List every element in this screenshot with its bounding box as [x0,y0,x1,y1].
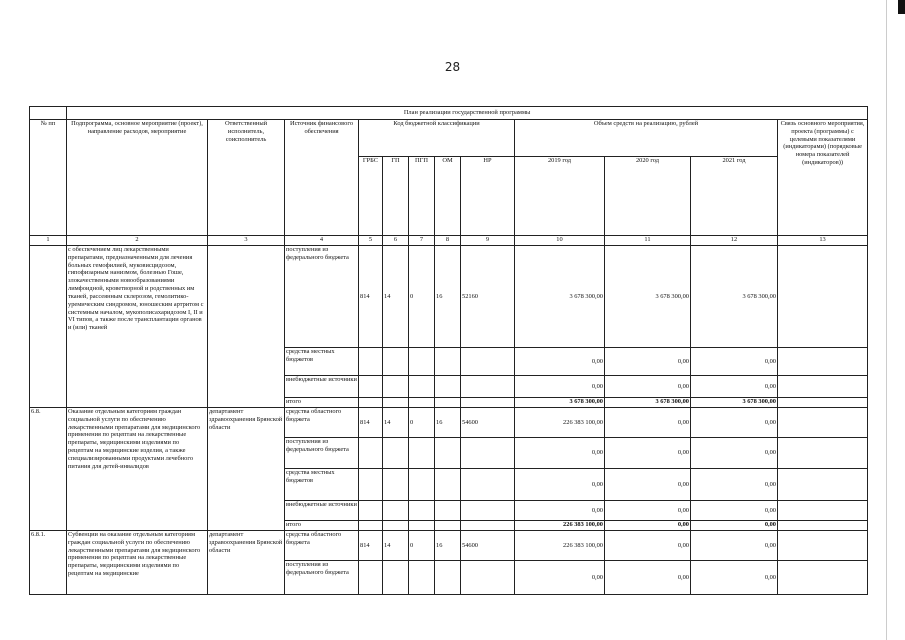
responsible-cell: департамент здравоохранения Брянской области [208,531,285,595]
total-label: итого [285,398,359,408]
header-gp: ГП [383,157,409,236]
amount-2021: 0,00 [691,376,778,398]
row-num-cell [30,246,67,408]
source-cell: средства областного бюджета [285,531,359,561]
amount-2020: 0,00 [605,408,691,438]
pgp-cell: 0 [409,408,435,438]
header-2020: 2020 год [605,157,691,236]
amount-2020: 0,00 [605,376,691,398]
indicator-link-cell [778,246,868,348]
gp-cell: 14 [383,531,409,561]
source-cell: средства местных бюджетов [285,348,359,376]
amount-2019: 0,00 [515,561,605,595]
amount-2019: 0,00 [515,438,605,469]
table-row [30,531,868,561]
total-label: итого [285,521,359,531]
source-cell: поступления из федерального бюджета [285,561,359,595]
column-number: 4 [285,236,359,246]
source-cell: средства местных бюджетов [285,469,359,501]
header-om: ОМ [435,157,461,236]
header-budget-code: Код бюджетной классификации [359,120,515,157]
total-2020: 0,00 [605,521,691,531]
amount-2020: 3 678 300,00 [605,246,691,348]
nr-cell: 54600 [461,408,515,438]
measure-text: с обеспечением лиц лекарственными препаратами, предназначенными для лечения больных гемофилией, муковисцидозом, гипофизарным нанизмом, болезнью Гоше, злокачественными новообразованиями лимфоидной, кроветворной и родственных им тканей, рассеянным склерозом, гемолитико-уремическим синдромом, юношеским артритом с системным началом, мукополисахаридозом I, II и VI типов, а также после трансплантации органов и (или) тканей [67,246,208,408]
amount-2019: 226 383 100,00 [515,408,605,438]
header-2021: 2021 год [691,157,778,236]
nr-cell: 54600 [461,531,515,561]
amount-2021: 0,00 [691,501,778,521]
amount-2020: 0,00 [605,348,691,376]
header-responsible: Ответственный исполнитель, соисполнитель [208,120,285,236]
column-number: 10 [515,236,605,246]
total-2019: 3 678 300,00 [515,398,605,408]
amount-2019: 0,00 [515,501,605,521]
amount-2021: 3 678 300,00 [691,246,778,348]
pgp-cell: 0 [409,531,435,561]
column-number: 5 [359,236,383,246]
total-2019: 226 383 100,00 [515,521,605,531]
measure-text: Субвенции на оказание отдельным категориям граждан социальной услуги по обеспечению лекарственными препаратами для медицинского применения по рецептам на лекарственные препараты, медицинскими изделиями по рецептам на медицинские [67,531,208,595]
gp-cell: 14 [383,246,409,348]
amount-2019: 3 678 300,00 [515,246,605,348]
table-row [30,408,868,438]
amount-2019: 0,00 [515,348,605,376]
column-number: 2 [67,236,208,246]
column-number: 3 [208,236,285,246]
total-2021: 0,00 [691,521,778,531]
column-number: 11 [605,236,691,246]
source-cell: средства областного бюджета [285,408,359,438]
amount-2021: 0,00 [691,531,778,561]
measure-text: Оказание отдельным категориям граждан социальной услуги по обеспечению лекарственными препаратами для медицинского применения по рецептам на лекарственные препараты, медицинскими изделиями по рецептам на медицинские изделия, а также специализированными продуктами лечебного питания для детей-инвалидов [67,408,208,531]
column-number: 9 [461,236,515,246]
header-subprogram: Подпрограмма, основное мероприятие (проект), направление расходов, мероприятие [67,120,208,236]
amount-2021: 0,00 [691,438,778,469]
source-cell: поступления из федерального бюджета [285,246,359,348]
total-2021: 3 678 300,00 [691,398,778,408]
amount-2019: 226 383 100,00 [515,531,605,561]
header-link: Связь основного мероприятия, проекта (программы) с целевыми показателями (индикаторами) (порядковые номера показателей (индикаторов)) [778,120,868,236]
column-number: 13 [778,236,868,246]
header-num: № пп [30,120,67,236]
header-2019: 2019 год [515,157,605,236]
gp-cell: 14 [383,408,409,438]
amount-2021: 0,00 [691,469,778,501]
column-number: 7 [409,236,435,246]
amount-2019: 0,00 [515,469,605,501]
responsible-cell: департамент здравоохранения Брянской области [208,408,285,531]
total-2020: 3 678 300,00 [605,398,691,408]
amount-2020: 0,00 [605,501,691,521]
amount-2020: 0,00 [605,561,691,595]
source-cell: поступления из федерального бюджета [285,438,359,469]
grbs-cell: 814 [359,408,383,438]
responsible-cell [208,246,285,408]
table-title: План реализации государственной программы [67,107,868,120]
pgp-cell: 0 [409,246,435,348]
header-grbs: ГРБС [359,157,383,236]
header-pgp: ПГП [409,157,435,236]
source-cell: внебюджетные источники [285,501,359,521]
grbs-cell: 814 [359,531,383,561]
amount-2019: 0,00 [515,376,605,398]
page-number: 28 [444,60,461,74]
om-cell: 16 [435,408,461,438]
amount-2021: 0,00 [691,561,778,595]
om-cell: 16 [435,246,461,348]
column-number: 12 [691,236,778,246]
table-row [30,246,868,348]
grbs-cell: 814 [359,246,383,348]
column-number-row [30,236,868,246]
column-number: 6 [383,236,409,246]
amount-2020: 0,00 [605,469,691,501]
column-number: 8 [435,236,461,246]
amount-2021: 0,00 [691,348,778,376]
header-source: Источник финансового обеспечения [285,120,359,236]
scan-corner-mark [898,0,905,14]
nr-cell: 52160 [461,246,515,348]
scan-edge-line [886,0,887,640]
amount-2020: 0,00 [605,438,691,469]
row-num-cell: 6.8.1. [30,531,67,595]
header-nr: НР [461,157,515,236]
om-cell: 16 [435,531,461,561]
header-volume: Объем средств на реализацию, рублей [515,120,778,157]
amount-2020: 0,00 [605,531,691,561]
source-cell: внебюджетные источники [285,376,359,398]
row-num-cell: 6.8. [30,408,67,531]
program-plan-table [29,106,868,595]
column-number: 1 [30,236,67,246]
amount-2021: 0,00 [691,408,778,438]
